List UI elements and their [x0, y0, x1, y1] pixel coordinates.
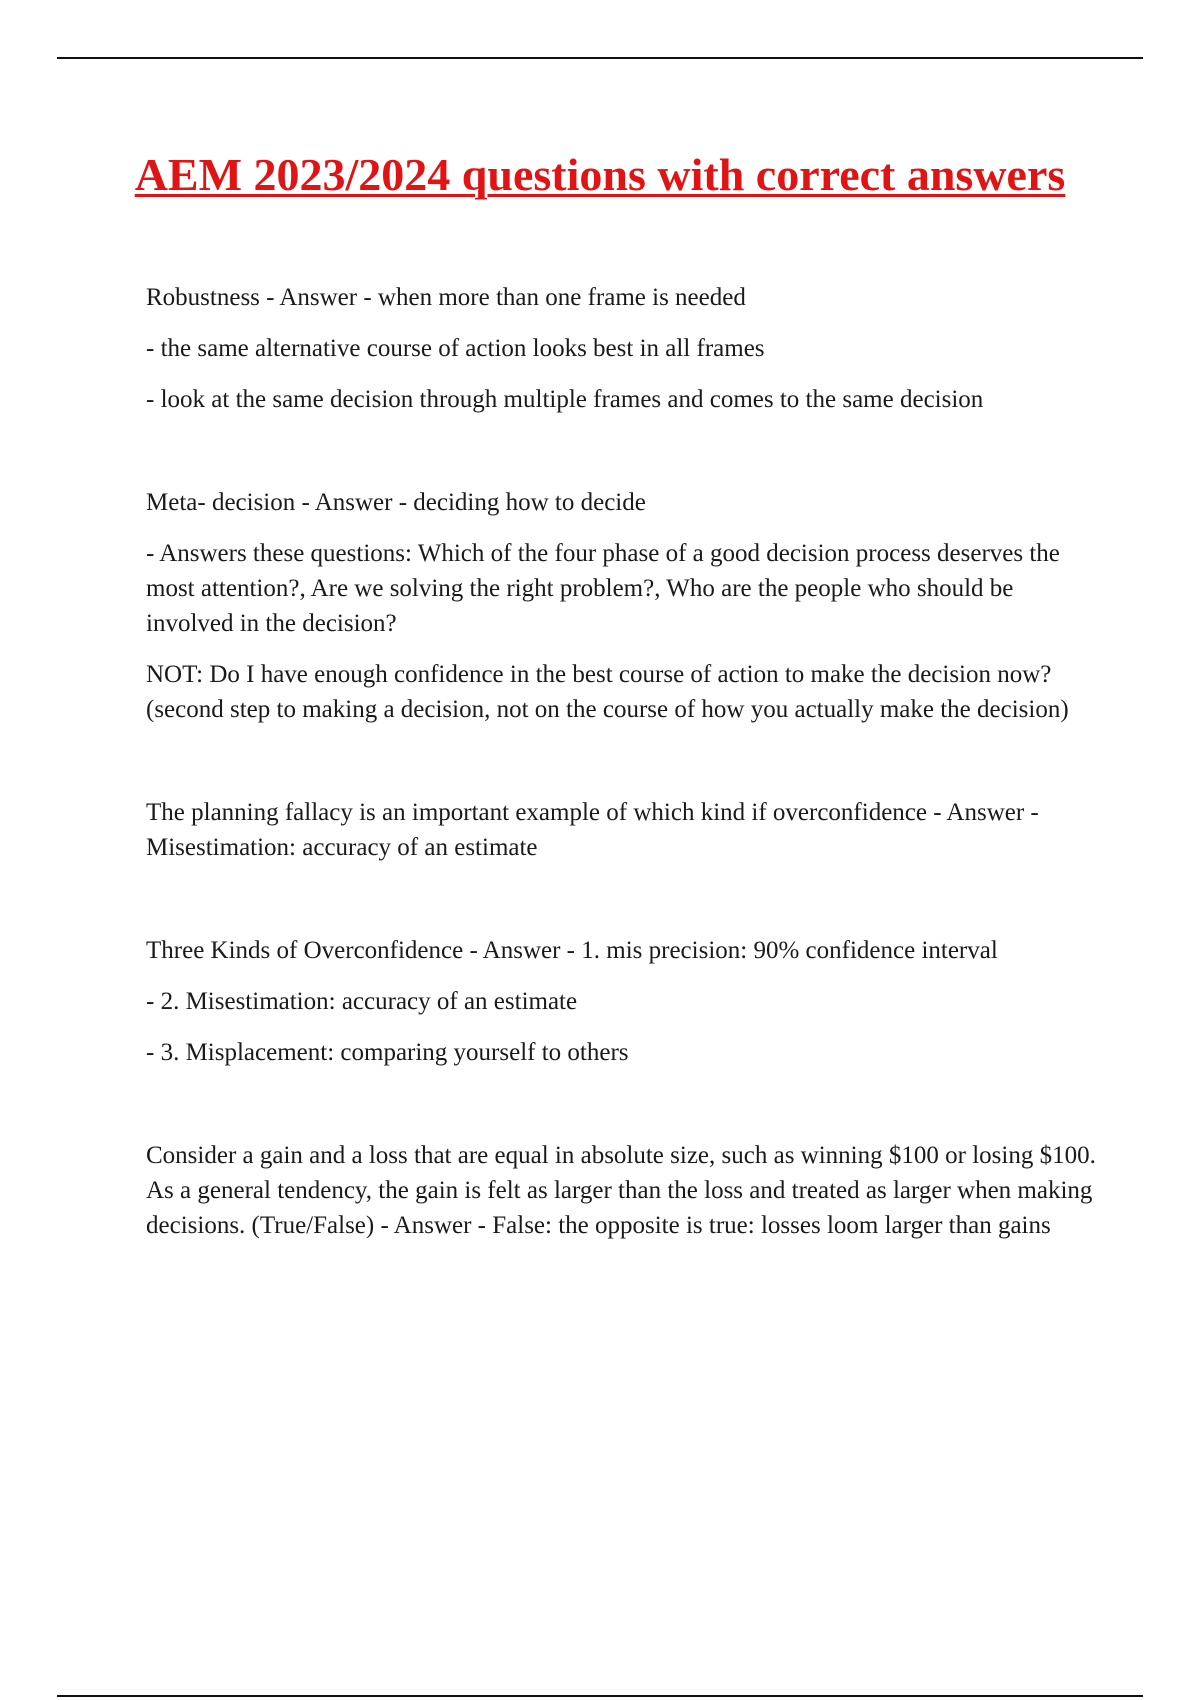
qa-entry-overconfidence: [146, 933, 1096, 1070]
bottom-rule: [57, 1695, 1143, 1697]
document-body: [146, 280, 1096, 1243]
entry-line: Three Kinds of Overconfidence - Answer - 1. mis precision: 90% confidence interval: [146, 937, 998, 964]
document-title: AEM 2023/2024 questions with correct answers: [134, 149, 1066, 200]
entry-line: Meta- decision - Answer - deciding how to decide: [146, 489, 646, 516]
entry-line: The planning fallacy is an important example of which kind if overconfidence - Answer - Misestimation: accuracy of an estimate: [146, 799, 1039, 861]
entry-line: NOT: Do I have enough confidence in the best course of action to make the decision now?(second step to making a decision, not on the course of how you actually make the decision): [146, 661, 1069, 723]
entry-line: - look at the same decision through multiple frames and comes to the same decision: [146, 386, 984, 413]
top-rule: [57, 57, 1143, 59]
entry-line: - Answers these questions: Which of the four phase of a good decision process deserves the most attention?, Are we solving the right problem?, Who are the people who should be involved in the decision?: [146, 540, 1060, 637]
entry-line: Consider a gain and a loss that are equal in absolute size, such as winning $100 or losing $100. As a general tendency, the gain is felt as larger than the loss and treated as larger when making decisions. (True/False) - Answer - False: the opposite is true: losses loom larger than gains: [146, 1142, 1096, 1239]
entry-line: - 3. Misplacement: comparing yourself to others: [146, 1039, 629, 1066]
qa-entry-gain-loss: [146, 1138, 1096, 1243]
entry-line: Robustness - Answer - when more than one frame is needed: [146, 284, 746, 311]
qa-entry-meta-decision: [146, 485, 1096, 727]
entry-line: - 2. Misestimation: accuracy of an estimate: [146, 988, 578, 1015]
entry-line: - the same alternative course of action looks best in all frames: [146, 335, 765, 362]
qa-entry-robustness: [146, 280, 1096, 417]
qa-entry-planning-fallacy: [146, 795, 1096, 865]
